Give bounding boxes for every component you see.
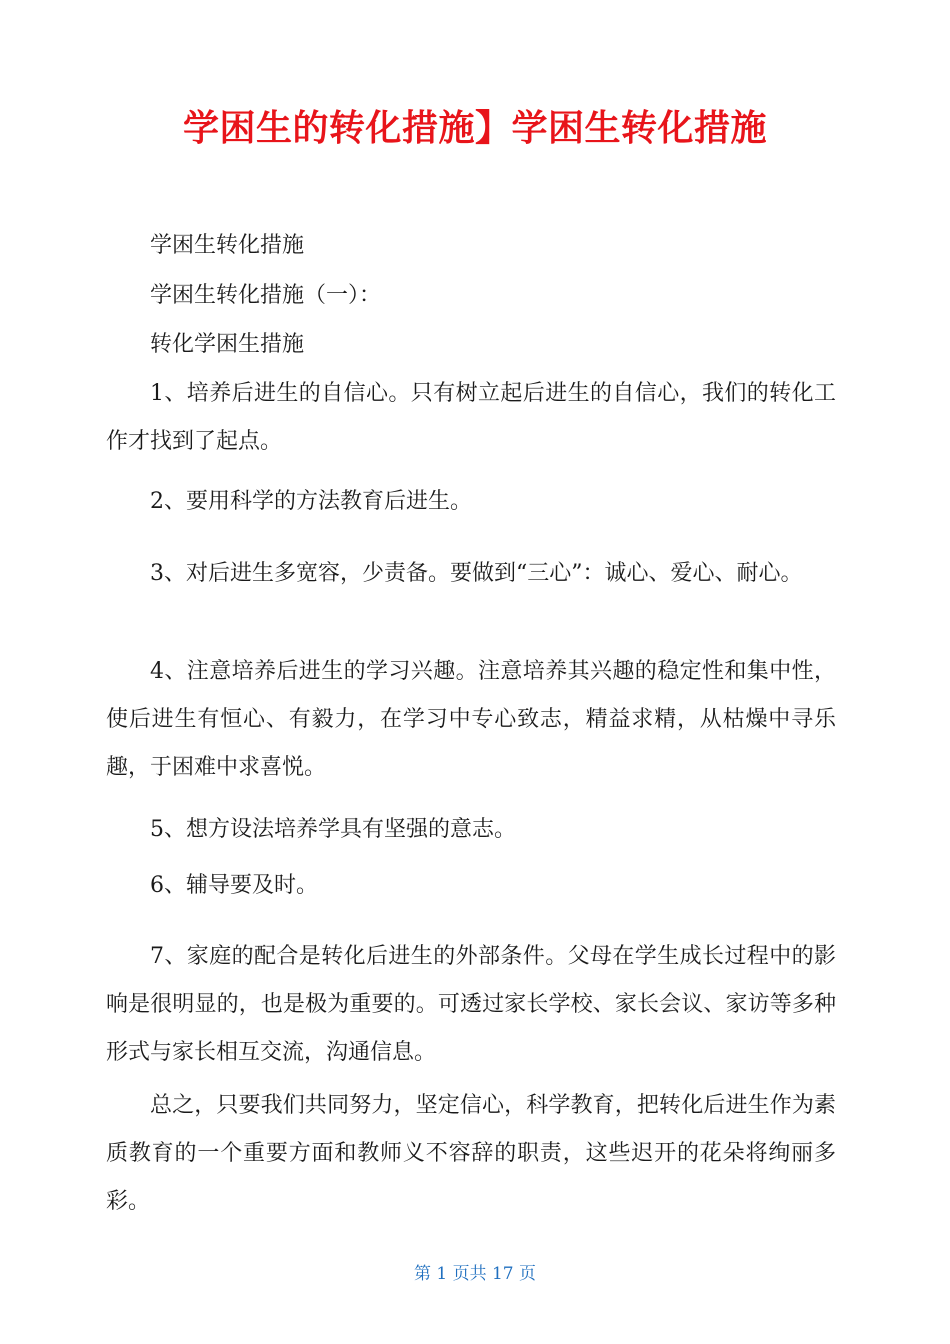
paragraph-item-1: 1、培养后进生的自信心。只有树立起后进生的自信心，我们的转化工作才找到了起点。 — [106, 381, 836, 454]
paragraph-subheading: 学困生转化措施（一）： — [150, 283, 382, 308]
paragraph-item-4: 4、注意培养后进生的学习兴趣。注意培养其兴趣的稳定性和集中性，使后进生有恒心、有毅力，在学习中专心致志，精益求精，从枯燥中寻乐趣，于困难中求喜悦。 — [106, 659, 836, 780]
paragraph-item-7: 7、家庭的配合是转化后进生的外部条件。父母在学生成长过程中的影响是很明显的，也是极为重要的。可透过家长学校、家长会议、家访等多种形式与家长相互交流，沟通信息。 — [106, 944, 836, 1065]
paragraph-item-6: 6、辅导要及时。 — [150, 873, 318, 898]
document-title: 学困生的转化措施】学困生转化措施 — [182, 108, 767, 149]
paragraph-heading: 学困生转化措施 — [150, 233, 305, 258]
paragraph-item-2: 2、要用科学的方法教育后进生。 — [150, 489, 472, 514]
page-number-footer: 第 1 页共 17 页 — [413, 1264, 537, 1284]
paragraph-item-3: 3、对后进生多宽容，少责备。要做到“三心”：诚心、爱心、耐心。 — [150, 561, 803, 586]
paragraph-section-title: 转化学困生措施 — [150, 332, 305, 357]
paragraph-conclusion: 总之，只要我们共同努力，坚定信心，科学教育，把转化后进生作为素质教育的一个重要方面和教师义不容辞的职责，这些迟开的花朵将绚丽多彩。 — [106, 1093, 836, 1214]
paragraph-item-5: 5、想方设法培养学具有坚强的意志。 — [150, 817, 516, 842]
